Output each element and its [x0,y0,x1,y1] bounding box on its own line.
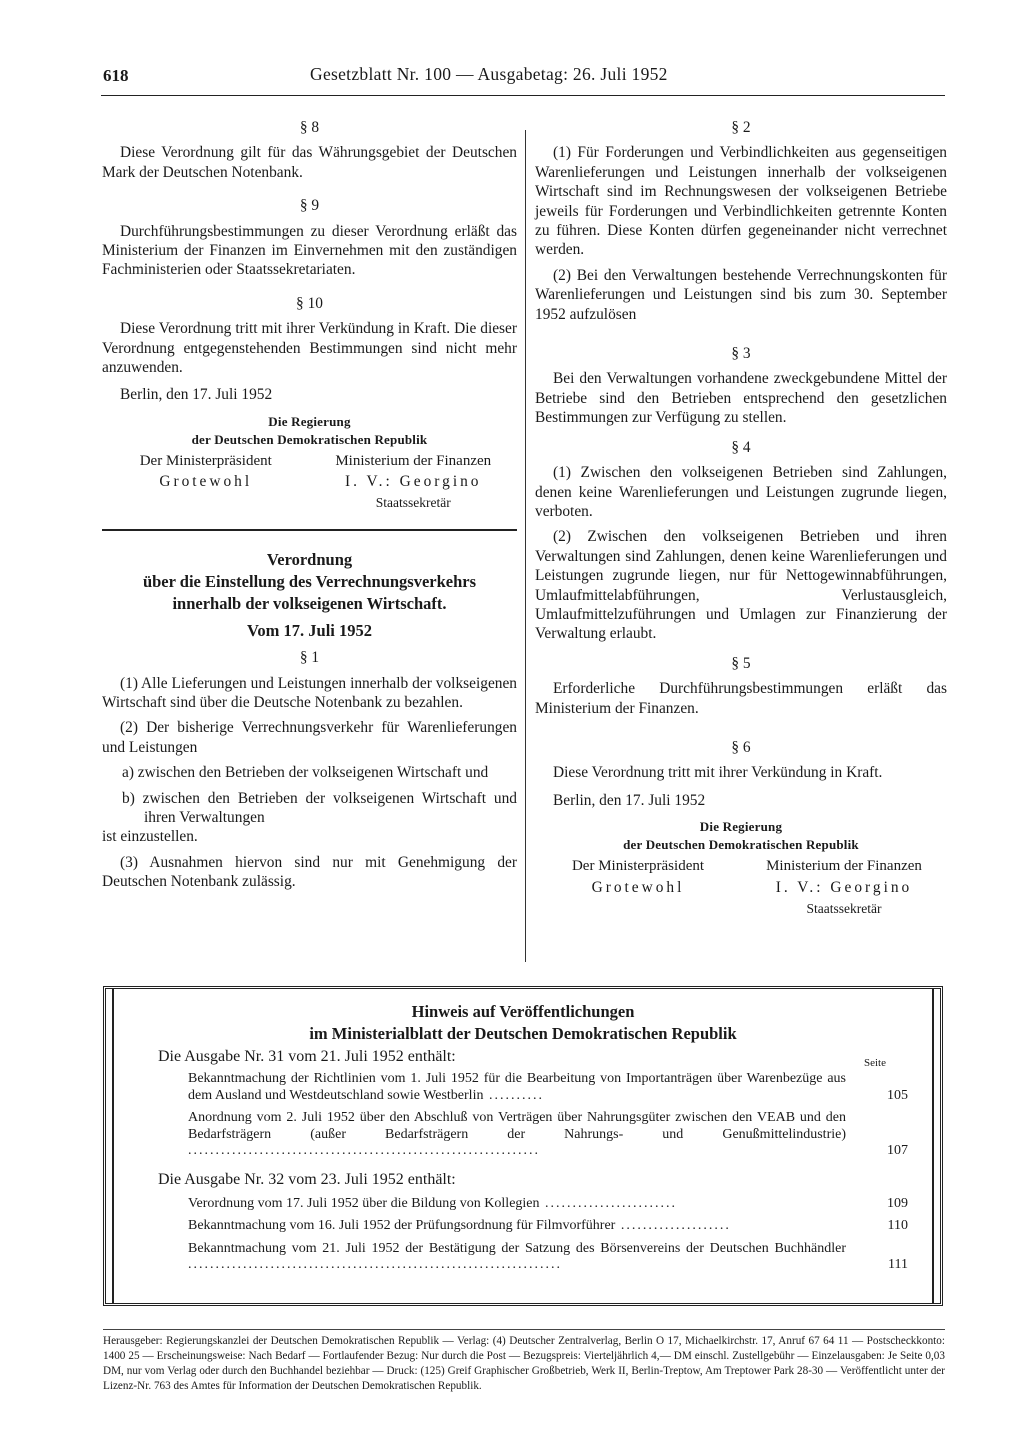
section-text-6: Diese Verordnung tritt mit ihrer Verkündung in Kraft. [553,764,883,782]
decree-title-line-2: über die Einstellung des Verrechnungsverkehrs [142,571,477,591]
government-line-2: der Deutschen Demokratischen Republik [623,837,859,853]
entry-text: Anordnung vom 2. Juli 1952 über den Abschluß von Verträgen über Nahrungsgüter zwischen den VEAB und den Bedarfsträgern (außer Bedarfsträgern der Nahrungs- und Genußmittelindustrie) [188,1110,846,1142]
column-divider [525,130,526,962]
signoff-place-date: Berlin, den 17. Juli 1952 [120,386,273,404]
notice-entry: Anordnung vom 2. Juli 1952 über den Abschluß von Verträgen über Nahrungsgüter zwischen den VEAB und den Bedarfsträgern (außer Bedarfsträgern der Nahrungs- und Genußmittelindustrie) ................................................................ 107 [188,1110,908,1158]
signature-name: I. V.: Georgino [345,473,482,491]
entry-text: Bekanntmachung der Richtlinien vom 1. Juli 1952 für die Bearbeitung von Importanträgen über Warenbezüge aus dem Ausland und Westdeutschland sowie Westberlin [188,1071,846,1103]
header-rule [101,95,945,96]
right-column [535,118,947,918]
government-line-1: Die Regierung [268,413,351,429]
section-1-subsection-2-end: ist einzustellen. [102,828,198,846]
list-item-a: a) zwischen den Betrieben der volkseigenen Wirtschaft und [122,764,489,782]
page-column-label: Seite [864,1057,886,1069]
notice-title-line-1: Hinweis auf Veröffentlichungen [411,1002,635,1021]
signature-name: Grotewohl [591,878,685,896]
section-heading-2: § 2 [731,119,751,136]
section-4-subsection-1: (1) Zwischen den volkseigenen Betrieben sind Zahlungen, denen keine Warenlieferungen und Leistungen zugrunde liegen, verboten. [535,464,947,520]
entry-page: 107 [887,1143,908,1158]
government-line-1: Die Regierung [699,819,783,835]
issue-heading: Die Ausgabe Nr. 31 vom 21. Juli 1952 enthält: [158,1048,456,1065]
signature-left [535,857,741,918]
signature-role: Ministerium der Finanzen [335,452,492,469]
list-item-b: b) zwischen den Betrieben der volkseigenen Wirtschaft und ihren Verwaltungen [122,789,517,826]
decree-date: Vom 17. Juli 1952 [247,620,372,640]
decree-title-line-3: innerhalb der volkseigenen Wirtschaft. [172,593,447,613]
section-heading-6: § 6 [731,738,751,756]
notice-entry: Bekanntmachung vom 16. Juli 1952 der Prüfungsordnung für Filmvorführer .................... 110 [188,1218,908,1233]
signature-name: I. V.: Georgino [775,878,913,896]
section-heading-1: § 1 [299,649,320,667]
signature-left [102,452,310,513]
left-column [102,118,517,892]
entry-page: 111 [888,1257,908,1272]
section-text-8: Diese Verordnung gilt für das Währungsgebiet der Deutschen Mark der Deutschen Notenbank. [102,144,517,181]
section-2-subsection-2: (2) Bei den Verwaltungen bestehende Verrechnungskonten für Warenlieferungen und Leistungen sind bis zum 30. September 1952 aufzulösen [535,266,947,323]
signature-row [535,857,947,918]
notice-title-line-2: im Ministerialblatt der Deutschen Demokratischen Republik [309,1024,737,1043]
section-heading-8: § 8 [299,119,320,136]
entry-text: Verordnung vom 17. Juli 1952 über die Bildung von Kollegien [188,1195,540,1211]
entry-page: 105 [887,1087,908,1103]
section-text-5: Erforderliche Durchführungsbestimmungen erläßt das Ministerium der Finanzen. [535,680,947,717]
running-title: Gesetzblatt Nr. 100 — Ausgabetag: 26. Juli 1952 [310,64,668,84]
government-line-2: der Deutschen Demokratischen Republik [191,431,428,447]
signature-right [310,452,518,513]
section-1-subsection-1: (1) Alle Lieferungen und Leistungen innerhalb der volkseigenen Wirtschaft sind über die Deutsche Notenbank zu bezahlen. [102,674,517,711]
signature-role: Der Ministerpräsident [571,858,705,875]
section-heading-5: § 5 [731,654,751,672]
entry-text: Bekanntmachung vom 21. Juli 1952 der Bestätigung der Satzung des Börsenvereins der Deutschen Buchhändler [188,1240,846,1256]
notice-inner-frame [112,989,934,1303]
section-heading-4: § 4 [731,438,751,456]
publications-notice-box [103,986,943,1306]
issue-heading: Die Ausgabe Nr. 32 vom 23. Juli 1952 enthält: [158,1170,456,1188]
notice-entry: Verordnung vom 17. Juli 1952 über die Bildung von Kollegien ........................ 109 [188,1195,908,1211]
signature-name: Grotewohl [159,473,253,491]
section-4-subsection-2: (2) Zwischen den volkseigenen Betrieben und ihren Verwaltungen sind Zahlungen, denen keine Warenlieferungen und Leistungen zugrunde liegen, nur für Nettogewinnabführungen, Umlaufmittelabführungen, Verlustausgleich, Umlaufmittelzuführungen und Umlagen zur Finanzierung der Verwaltung erlaubt. [535,528,947,643]
publisher-footer: Herausgeber: Regierungskanzlei der Deutschen Demokratischen Republik — Verlag: (4) Deutscher Zentralverlag, Berlin O 17, Michaelkirchstr. 17, Anruf 67 64 11 — Postscheckkonto: 1400 25 — Erscheinungsweise: Nach Bedarf — Fortlaufender Bezug: Nur durch die Post — Bezugspreis: Vierteljährlich 4,— DM einschl. Zustellgebühr — Einzelausgaben: Je Seite 0,03 DM, nur vom Verlag oder durch den Buchhandel beziehbar — Druck: (125) Greif Graphischer Großbetrieb, Werk II, Berlin-Treptow, Am Treptower Park 28-30 — Veröffentlicht unter der Lizenz-Nr. 763 des Amtes für Information der Deutschen Demokratischen Republik. [103,1335,945,1392]
section-text-10: Diese Verordnung tritt mit ihrer Verkündung in Kraft. Die dieser Verordnung entgegenstehenden Bestimmungen sind nicht mehr anzuwenden. [102,320,517,377]
entry-page: 109 [887,1195,908,1211]
signature-role: Der Ministerpräsident [139,452,272,469]
signature-role: Ministerium der Finanzen [766,858,922,875]
signature-subtitle: Staatssekretär [806,900,882,916]
notice-entry: Bekanntmachung vom 21. Juli 1952 der Bestätigung der Satzung des Börsenvereins der Deutschen Buchhändler .................................................................... 111 [188,1240,908,1272]
entry-page: 110 [887,1218,908,1233]
notice-entry: Bekanntmachung der Richtlinien vom 1. Juli 1952 für die Bearbeitung von Importanträgen über Warenbezüge aus dem Ausland und Westdeutschland sowie Westberlin .......... 105 [188,1071,908,1103]
section-heading-10: § 10 [296,294,323,312]
section-heading-3: § 3 [731,345,751,363]
section-2-subsection-1: (1) Für Forderungen und Verbindlichkeiten aus gegenseitigen Warenlieferungen und Leistungen innerhalb der volkseigenen Wirtschaft sind im Rechnungswesen der volkseigenen Betriebe jeweils für Forderungen und Verbindlichkeiten getrennte Konten zu führen. Diese Konten dürfen gegeneinander nicht verrechnet werden. [535,144,947,259]
signature-row [102,452,517,513]
signature-subtitle: Staatssekretär [375,495,451,511]
entry-text: Bekanntmachung vom 16. Juli 1952 der Prüfungsordnung für Filmvorführer [188,1218,616,1233]
footer-rule [103,1329,945,1330]
section-1-subsection-2: (2) Der bisherige Verrechnungsverkehr für Warenlieferungen und Leistungen [102,719,517,756]
section-divider [102,529,517,531]
page-number: 618 [103,66,129,85]
section-1-subsection-3: (3) Ausnahmen hiervon sind nur mit Genehmigung der Deutschen Notenbank zulässig. [102,853,517,891]
section-text-9: Durchführungsbestimmungen zu dieser Verordnung erläßt das Ministerium der Finanzen im Einvernehmen mit den zuständigen Fachministerien oder Staatssekretariaten. [102,222,517,279]
decree-title-line-1: Verordnung [266,549,353,569]
signoff-place-date: Berlin, den 17. Juli 1952 [553,791,706,809]
signature-right [741,857,947,918]
section-text-3: Bei den Verwaltungen vorhandene zweckgebundene Mittel der Betriebe sind den Betrieben entsprechend den gesetzlichen Bestimmungen zur Verfügung zu stellen. [535,370,947,427]
section-heading-9: § 9 [299,197,320,215]
